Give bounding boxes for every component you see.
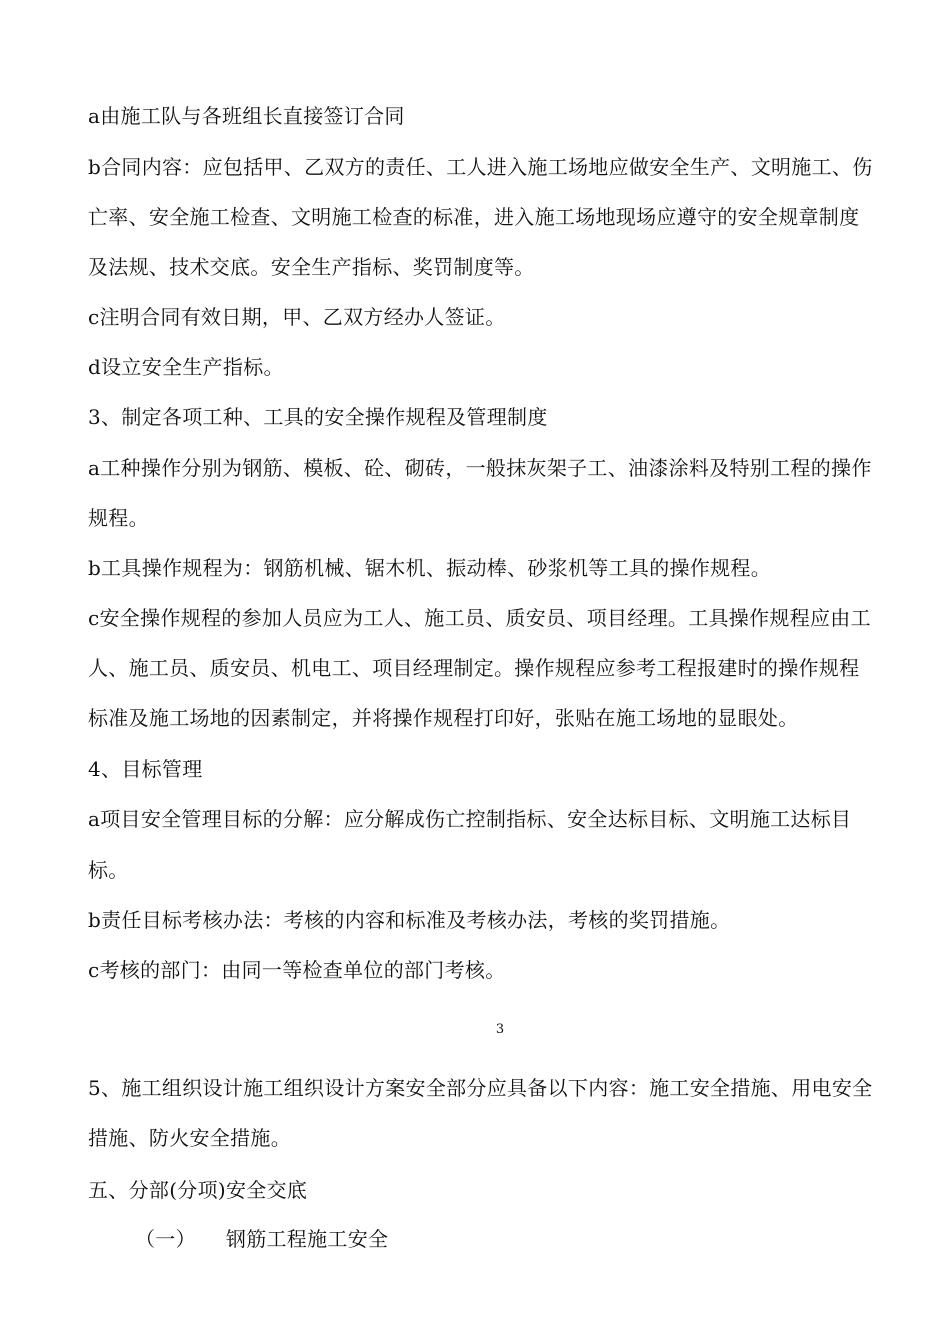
page-number: 3: [495, 1022, 505, 1037]
text-line: 标。: [88, 858, 129, 882]
text-line: a由施工队与各班组长直接签订合同: [88, 104, 405, 128]
text-line: 5、施工组织设计施工组织设计方案安全部分应具备以下内容：施工安全措施、用电安全: [88, 1076, 873, 1100]
text-line: 人、施工员、质安员、机电工、项目经理制定。操作规程应参考工程报建时的操作规程: [88, 656, 860, 680]
text-line: b工具操作规程为：钢筋机械、锯木机、振动棒、砂浆机等工具的操作规程。: [88, 556, 772, 580]
subsection-number: （一）: [135, 1227, 196, 1251]
text-line: b合同内容：应包括甲、乙双方的责任、工人进入施工场地应做安全生产、文明施工、伤: [88, 155, 873, 179]
text-line: 措施、防火安全措施。: [88, 1126, 291, 1150]
text-line: a项目安全管理目标的分解：应分解成伤亡控制指标、安全达标目标、文明施工达标目: [88, 807, 852, 831]
text-line: c安全操作规程的参加人员应为工人、施工员、质安员、项目经理。工具操作规程应由工: [88, 606, 871, 630]
text-line: b责任目标考核办法：考核的内容和标准及考核办法，考核的奖罚措施。: [88, 908, 731, 932]
section-heading: 3、制定各项工种、工具的安全操作规程及管理制度: [88, 405, 548, 429]
subsection-heading: [135, 1229, 388, 1249]
section-heading: 五、分部(分项)安全交底: [88, 1178, 308, 1202]
text-line: 标准及施工场地的因素制定，并将操作规程打印好，张贴在施工场地的显眼处。: [88, 706, 799, 730]
text-line: 规程。: [88, 506, 149, 530]
text-line: 亡率、安全施工检查、文明施工检查的标准，进入施工场地现场应遵守的安全规章制度: [88, 205, 860, 229]
text-line: a工种操作分别为钢筋、模板、砼、砌砖，一般抹灰架子工、油漆涂料及特别工程的操作: [88, 456, 872, 480]
text-line: d设立安全生产指标。: [88, 355, 284, 379]
subsection-title: 钢筋工程施工安全: [225, 1227, 389, 1251]
text-line: c注明合同有效日期，甲、乙双方经办人签证。: [88, 305, 506, 329]
text-line: c考核的部门：由同一等检查单位的部门考核。: [88, 958, 506, 982]
section-heading: 4、目标管理: [88, 757, 203, 781]
text-line: 及法规、技术交底。安全生产指标、奖罚制度等。: [88, 255, 535, 279]
